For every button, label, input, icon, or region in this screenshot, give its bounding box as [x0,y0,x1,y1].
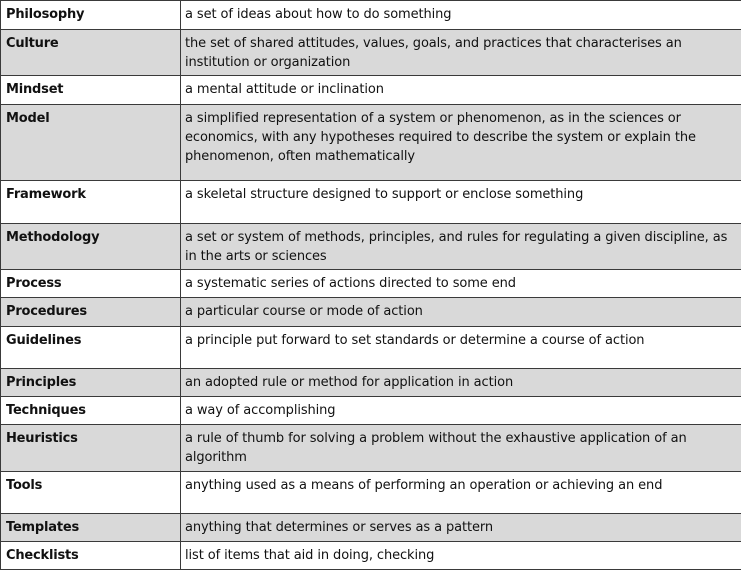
definition-cell: a systematic series of actions directed to some end [181,270,741,298]
table-row [1,513,741,541]
definition-cell: anything that determines or serves as a pattern [181,513,741,541]
term-cell: Guidelines [1,326,181,368]
definition-cell: anything used as a means of performing an operation or achieving an end [181,471,741,513]
table-row [1,541,741,569]
term-cell: Principles [1,368,181,396]
table-row [1,30,741,76]
definition-cell: list of items that aid in doing, checking [181,541,741,569]
term-cell: Framework [1,181,181,224]
definition-cell: a way of accomplishing [181,396,741,424]
term-cell: Mindset [1,76,181,105]
table-row [1,76,741,105]
term-cell: Procedures [1,298,181,326]
term-cell: Tools [1,471,181,513]
table-row [1,1,741,30]
definition-cell: a set or system of methods, principles, and rules for regulating a given discipline, as in the arts or sciences [181,224,741,270]
term-cell: Philosophy [1,1,181,30]
definition-cell: an adopted rule or method for application in action [181,368,741,396]
definition-cell: a particular course or mode of action [181,298,741,326]
term-cell: Model [1,105,181,181]
table-row [1,181,741,224]
table-row [1,270,741,298]
term-cell: Checklists [1,541,181,569]
table-row [1,424,741,471]
table-row [1,224,741,270]
definition-cell: a skeletal structure designed to support or enclose something [181,181,741,224]
table-row [1,105,741,181]
definition-cell: the set of shared attitudes, values, goals, and practices that characterises an institution or organization [181,30,741,76]
table-row [1,368,741,396]
term-cell: Techniques [1,396,181,424]
term-cell: Heuristics [1,424,181,471]
table-row [1,326,741,368]
table-row [1,471,741,513]
definition-cell: a principle put forward to set standards or determine a course of action [181,326,741,368]
table-row [1,298,741,326]
definition-cell: a simplified representation of a system or phenomenon, as in the sciences or economics, with any hypotheses required to describe the system or explain the phenomenon, often mathematically [181,105,741,181]
term-cell: Culture [1,30,181,76]
glossary-table-body [1,1,741,570]
term-cell: Methodology [1,224,181,270]
term-cell: Process [1,270,181,298]
definition-cell: a set of ideas about how to do something [181,1,741,30]
table-row [1,396,741,424]
definition-cell: a mental attitude or inclination [181,76,741,105]
term-cell: Templates [1,513,181,541]
definition-cell: a rule of thumb for solving a problem without the exhaustive application of an algorithm [181,424,741,471]
